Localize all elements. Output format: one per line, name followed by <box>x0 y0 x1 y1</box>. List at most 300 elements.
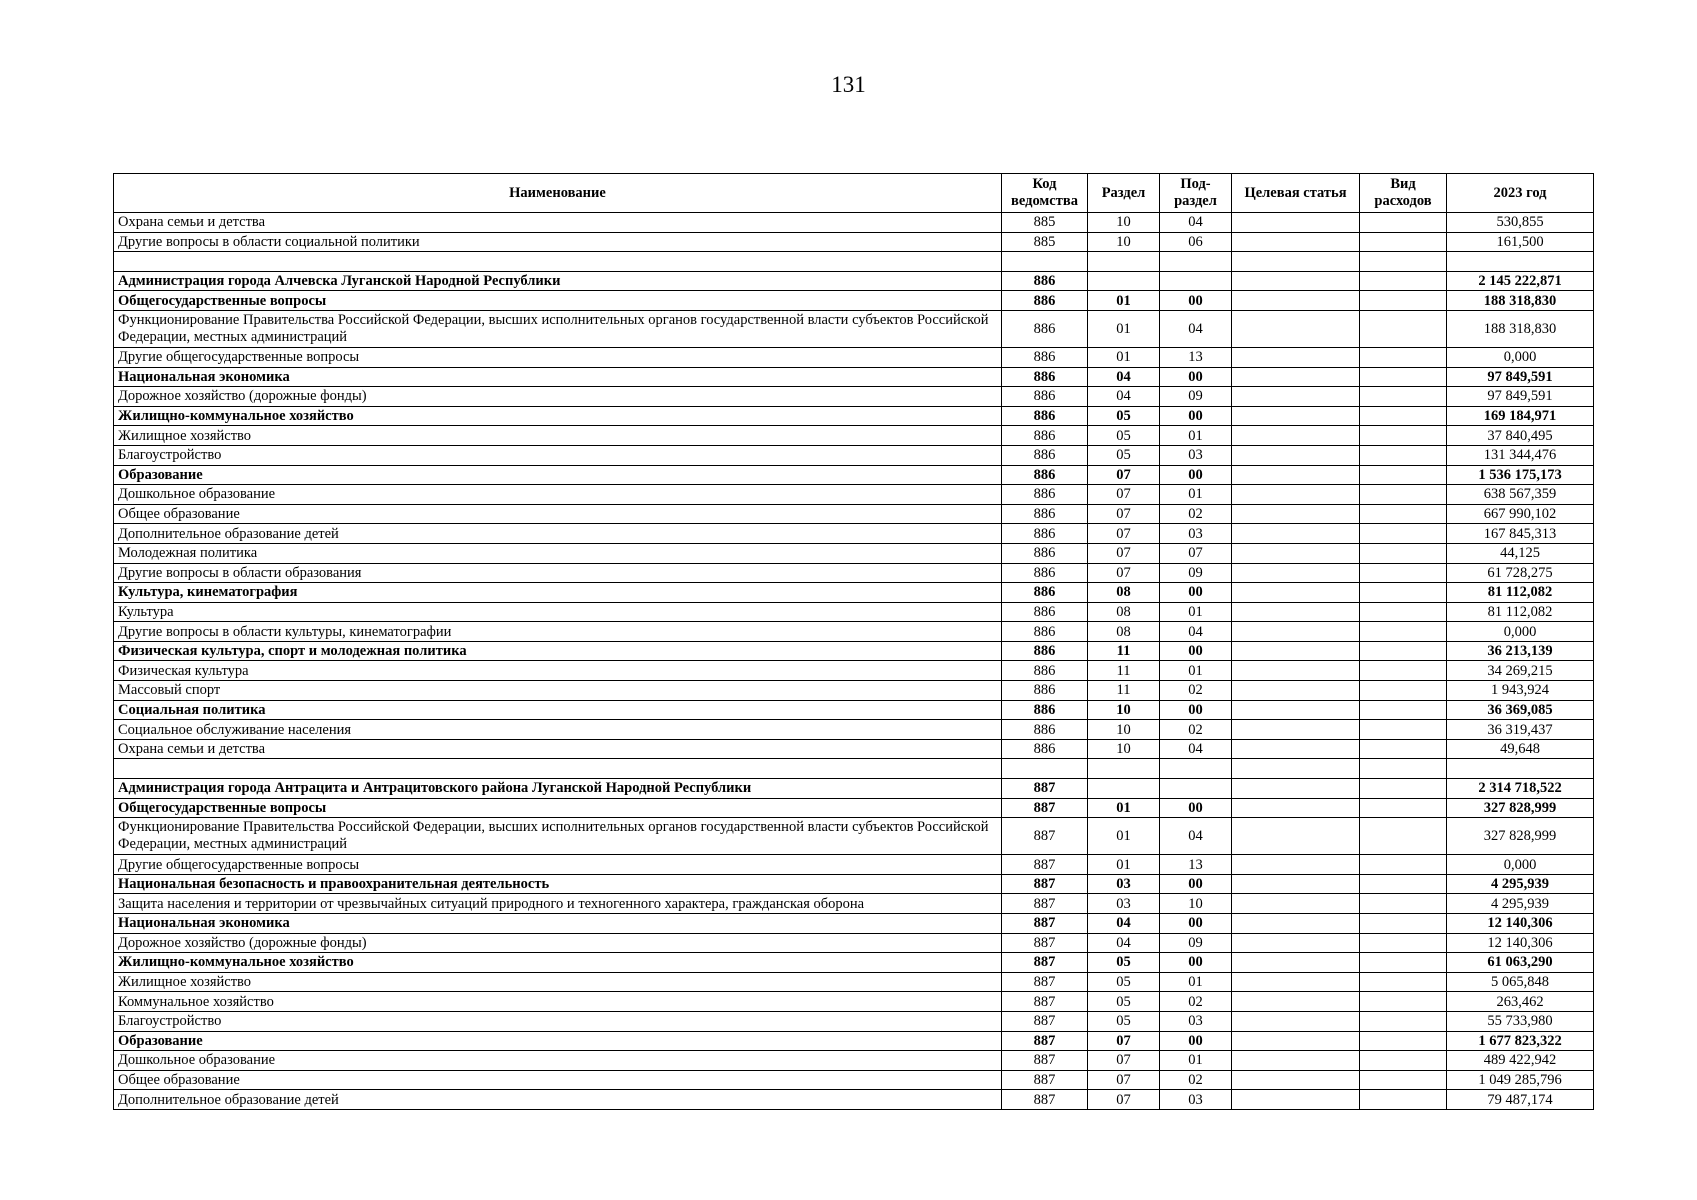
cell-name: Дорожное хозяйство (дорожные фонды) <box>114 933 1002 953</box>
cell-target <box>1232 798 1360 818</box>
cell-name: Общее образование <box>114 504 1002 524</box>
cell-subsection: 00 <box>1160 291 1232 311</box>
header-target: Целевая статья <box>1232 174 1360 213</box>
cell-type <box>1360 347 1447 367</box>
cell-code: 886 <box>1002 622 1088 642</box>
cell-target <box>1232 271 1360 291</box>
header-type: Вид расходов <box>1360 174 1447 213</box>
cell-subsection: 02 <box>1160 504 1232 524</box>
cell-section: 01 <box>1088 818 1160 855</box>
cell-amount: 4 295,939 <box>1447 894 1594 914</box>
cell-name: Другие вопросы в области социальной политики <box>114 232 1002 252</box>
cell-subsection: 02 <box>1160 992 1232 1012</box>
cell-name: Массовый спорт <box>114 681 1002 701</box>
cell-target <box>1232 1031 1360 1051</box>
cell-section: 07 <box>1088 563 1160 583</box>
cell-type <box>1360 367 1447 387</box>
table-row <box>114 1011 1594 1031</box>
cell-target <box>1232 720 1360 740</box>
cell-subsection: 04 <box>1160 622 1232 642</box>
cell-type <box>1360 524 1447 544</box>
cell-section: 11 <box>1088 641 1160 661</box>
cell-amount: 1 943,924 <box>1447 681 1594 701</box>
header-name: Наименование <box>114 174 1002 213</box>
cell-name: Функционирование Правительства Российской Федерации, высших исполнительных органов государственной власти субъектов Российской Федерации, местных администраций <box>114 310 1002 347</box>
cell-section: 05 <box>1088 426 1160 446</box>
cell-type <box>1360 563 1447 583</box>
cell-target <box>1232 779 1360 799</box>
cell-type <box>1360 465 1447 485</box>
table-row <box>114 855 1594 875</box>
cell-subsection: 00 <box>1160 798 1232 818</box>
cell-type <box>1360 798 1447 818</box>
table-row <box>114 1090 1594 1110</box>
cell-amount: 489 422,942 <box>1447 1051 1594 1071</box>
cell-type <box>1360 1051 1447 1071</box>
cell-amount: 1 536 175,173 <box>1447 465 1594 485</box>
cell-name: Администрация города Алчевска Луганской Народной Республики <box>114 271 1002 291</box>
cell-code: 886 <box>1002 445 1088 465</box>
cell-subsection: 00 <box>1160 406 1232 426</box>
cell-section: 07 <box>1088 524 1160 544</box>
cell-code: 886 <box>1002 465 1088 485</box>
cell-amount: 327 828,999 <box>1447 818 1594 855</box>
cell-code: 886 <box>1002 271 1088 291</box>
header-subsection: Под-раздел <box>1160 174 1232 213</box>
cell-type <box>1360 818 1447 855</box>
cell-subsection: 01 <box>1160 602 1232 622</box>
table-row <box>114 739 1594 759</box>
table-row <box>114 1051 1594 1071</box>
cell-amount: 36 213,139 <box>1447 641 1594 661</box>
cell-section: 08 <box>1088 622 1160 642</box>
cell-amount: 81 112,082 <box>1447 602 1594 622</box>
cell-type <box>1360 779 1447 799</box>
table-row <box>114 759 1594 779</box>
cell-name: Дошкольное образование <box>114 1051 1002 1071</box>
cell-amount: 0,000 <box>1447 622 1594 642</box>
cell-code: 887 <box>1002 1031 1088 1051</box>
cell-section: 01 <box>1088 347 1160 367</box>
cell-amount: 2 314 718,522 <box>1447 779 1594 799</box>
cell-type <box>1360 291 1447 311</box>
cell-subsection: 01 <box>1160 426 1232 446</box>
cell-amount: 5 065,848 <box>1447 972 1594 992</box>
cell-section: 07 <box>1088 1051 1160 1071</box>
cell-type <box>1360 1031 1447 1051</box>
cell-subsection: 00 <box>1160 641 1232 661</box>
cell-section <box>1088 271 1160 291</box>
cell-subsection: 03 <box>1160 524 1232 544</box>
table-row <box>114 602 1594 622</box>
table-row <box>114 583 1594 603</box>
cell-name: Образование <box>114 1031 1002 1051</box>
table-row <box>114 818 1594 855</box>
table-row <box>114 406 1594 426</box>
cell-section: 03 <box>1088 874 1160 894</box>
cell-code: 886 <box>1002 406 1088 426</box>
cell-name: Жилищно-коммунальное хозяйство <box>114 406 1002 426</box>
cell-target <box>1232 1011 1360 1031</box>
table-row <box>114 271 1594 291</box>
cell-name: Другие общегосударственные вопросы <box>114 855 1002 875</box>
cell-target <box>1232 992 1360 1012</box>
cell-target <box>1232 855 1360 875</box>
cell-target <box>1232 894 1360 914</box>
cell-name: Другие общегосударственные вопросы <box>114 347 1002 367</box>
cell-amount: 36 369,085 <box>1447 700 1594 720</box>
cell-code: 886 <box>1002 504 1088 524</box>
cell-code: 886 <box>1002 347 1088 367</box>
cell-name: Социальное обслуживание населения <box>114 720 1002 740</box>
cell-target <box>1232 465 1360 485</box>
cell-code: 887 <box>1002 953 1088 973</box>
cell-target <box>1232 874 1360 894</box>
cell-name: Общегосударственные вопросы <box>114 291 1002 311</box>
cell-subsection: 00 <box>1160 953 1232 973</box>
cell-name: Физическая культура, спорт и молодежная политика <box>114 641 1002 661</box>
table-row <box>114 387 1594 407</box>
cell-type <box>1360 583 1447 603</box>
cell-section: 05 <box>1088 1011 1160 1031</box>
cell-section: 01 <box>1088 291 1160 311</box>
cell-target <box>1232 367 1360 387</box>
cell-code: 887 <box>1002 1051 1088 1071</box>
cell-amount: 188 318,830 <box>1447 310 1594 347</box>
cell-subsection: 03 <box>1160 1011 1232 1031</box>
cell-section: 05 <box>1088 972 1160 992</box>
cell-code: 887 <box>1002 933 1088 953</box>
cell-amount: 97 849,591 <box>1447 387 1594 407</box>
cell-name: Жилищно-коммунальное хозяйство <box>114 953 1002 973</box>
cell-subsection: 09 <box>1160 933 1232 953</box>
cell-name: Дополнительное образование детей <box>114 524 1002 544</box>
cell-type <box>1360 213 1447 233</box>
cell-name <box>114 252 1002 272</box>
cell-subsection <box>1160 252 1232 272</box>
cell-subsection: 04 <box>1160 818 1232 855</box>
cell-target <box>1232 543 1360 563</box>
cell-type <box>1360 894 1447 914</box>
cell-target <box>1232 972 1360 992</box>
cell-section: 07 <box>1088 543 1160 563</box>
cell-type <box>1360 271 1447 291</box>
cell-code: 886 <box>1002 524 1088 544</box>
cell-type <box>1360 622 1447 642</box>
cell-subsection: 01 <box>1160 972 1232 992</box>
cell-type <box>1360 1070 1447 1090</box>
table-row <box>114 563 1594 583</box>
cell-section: 04 <box>1088 387 1160 407</box>
cell-amount: 44,125 <box>1447 543 1594 563</box>
table-row <box>114 347 1594 367</box>
cell-amount: 1 677 823,322 <box>1447 1031 1594 1051</box>
cell-amount: 61 728,275 <box>1447 563 1594 583</box>
cell-amount: 667 990,102 <box>1447 504 1594 524</box>
cell-target <box>1232 602 1360 622</box>
cell-type <box>1360 406 1447 426</box>
table-row <box>114 894 1594 914</box>
table-row <box>114 953 1594 973</box>
cell-amount <box>1447 252 1594 272</box>
cell-name: Физическая культура <box>114 661 1002 681</box>
table-row <box>114 543 1594 563</box>
cell-code: 886 <box>1002 310 1088 347</box>
cell-section <box>1088 252 1160 272</box>
cell-subsection: 01 <box>1160 485 1232 505</box>
cell-amount: 263,462 <box>1447 992 1594 1012</box>
cell-amount: 12 140,306 <box>1447 933 1594 953</box>
cell-code: 887 <box>1002 972 1088 992</box>
cell-code: 886 <box>1002 583 1088 603</box>
cell-section: 03 <box>1088 894 1160 914</box>
cell-code: 886 <box>1002 720 1088 740</box>
table-row <box>114 720 1594 740</box>
cell-target <box>1232 818 1360 855</box>
cell-target <box>1232 347 1360 367</box>
cell-name: Жилищное хозяйство <box>114 426 1002 446</box>
cell-subsection: 01 <box>1160 1051 1232 1071</box>
cell-amount: 49,648 <box>1447 739 1594 759</box>
cell-amount: 79 487,174 <box>1447 1090 1594 1110</box>
cell-amount: 97 849,591 <box>1447 367 1594 387</box>
cell-target <box>1232 485 1360 505</box>
cell-target <box>1232 641 1360 661</box>
table-row <box>114 700 1594 720</box>
cell-target <box>1232 739 1360 759</box>
cell-amount: 81 112,082 <box>1447 583 1594 603</box>
cell-code: 886 <box>1002 641 1088 661</box>
table-row <box>114 933 1594 953</box>
cell-subsection: 04 <box>1160 739 1232 759</box>
cell-section: 05 <box>1088 992 1160 1012</box>
cell-subsection: 04 <box>1160 310 1232 347</box>
table-row <box>114 445 1594 465</box>
cell-code: 887 <box>1002 914 1088 934</box>
cell-subsection <box>1160 271 1232 291</box>
cell-section: 11 <box>1088 681 1160 701</box>
cell-code: 885 <box>1002 232 1088 252</box>
budget-table <box>113 173 1594 1110</box>
cell-section: 04 <box>1088 367 1160 387</box>
cell-code: 887 <box>1002 779 1088 799</box>
cell-code: 887 <box>1002 1070 1088 1090</box>
cell-type <box>1360 700 1447 720</box>
cell-section: 07 <box>1088 1090 1160 1110</box>
cell-amount: 327 828,999 <box>1447 798 1594 818</box>
cell-section: 04 <box>1088 933 1160 953</box>
cell-code: 886 <box>1002 602 1088 622</box>
cell-code: 887 <box>1002 818 1088 855</box>
table-row <box>114 213 1594 233</box>
cell-type <box>1360 543 1447 563</box>
cell-subsection: 13 <box>1160 855 1232 875</box>
cell-code: 886 <box>1002 661 1088 681</box>
cell-type <box>1360 602 1447 622</box>
cell-section: 01 <box>1088 310 1160 347</box>
cell-code: 885 <box>1002 213 1088 233</box>
cell-section: 01 <box>1088 798 1160 818</box>
cell-target <box>1232 759 1360 779</box>
table-row <box>114 232 1594 252</box>
cell-target <box>1232 291 1360 311</box>
cell-section: 05 <box>1088 406 1160 426</box>
cell-section: 10 <box>1088 700 1160 720</box>
cell-subsection: 10 <box>1160 894 1232 914</box>
cell-code: 886 <box>1002 700 1088 720</box>
cell-subsection: 02 <box>1160 720 1232 740</box>
cell-subsection: 02 <box>1160 681 1232 701</box>
table-row <box>114 252 1594 272</box>
table-row <box>114 779 1594 799</box>
cell-section: 04 <box>1088 914 1160 934</box>
table-row <box>114 641 1594 661</box>
cell-subsection <box>1160 779 1232 799</box>
cell-amount: 2 145 222,871 <box>1447 271 1594 291</box>
cell-type <box>1360 759 1447 779</box>
cell-subsection: 04 <box>1160 213 1232 233</box>
cell-name: Охрана семьи и детства <box>114 739 1002 759</box>
cell-amount: 0,000 <box>1447 347 1594 367</box>
table-row <box>114 622 1594 642</box>
cell-section: 07 <box>1088 465 1160 485</box>
cell-code: 887 <box>1002 1090 1088 1110</box>
cell-subsection: 01 <box>1160 661 1232 681</box>
cell-amount: 530,855 <box>1447 213 1594 233</box>
cell-amount: 131 344,476 <box>1447 445 1594 465</box>
cell-type <box>1360 739 1447 759</box>
cell-code: 886 <box>1002 681 1088 701</box>
table-row <box>114 1031 1594 1051</box>
cell-section: 07 <box>1088 1031 1160 1051</box>
cell-subsection: 03 <box>1160 1090 1232 1110</box>
cell-amount: 161,500 <box>1447 232 1594 252</box>
cell-type <box>1360 310 1447 347</box>
table-row <box>114 367 1594 387</box>
cell-code: 887 <box>1002 874 1088 894</box>
cell-amount: 1 049 285,796 <box>1447 1070 1594 1090</box>
cell-amount: 4 295,939 <box>1447 874 1594 894</box>
cell-subsection: 00 <box>1160 1031 1232 1051</box>
cell-code: 886 <box>1002 426 1088 446</box>
cell-name <box>114 759 1002 779</box>
cell-section: 05 <box>1088 953 1160 973</box>
cell-subsection: 09 <box>1160 387 1232 407</box>
cell-name: Культура, кинематография <box>114 583 1002 603</box>
header-year: 2023 год <box>1447 174 1594 213</box>
cell-amount: 0,000 <box>1447 855 1594 875</box>
cell-code: 887 <box>1002 894 1088 914</box>
cell-section: 08 <box>1088 602 1160 622</box>
cell-amount: 34 269,215 <box>1447 661 1594 681</box>
cell-amount: 169 184,971 <box>1447 406 1594 426</box>
cell-name: Образование <box>114 465 1002 485</box>
cell-target <box>1232 700 1360 720</box>
cell-name: Дошкольное образование <box>114 485 1002 505</box>
cell-name: Дорожное хозяйство (дорожные фонды) <box>114 387 1002 407</box>
table-row <box>114 485 1594 505</box>
cell-section <box>1088 759 1160 779</box>
cell-type <box>1360 426 1447 446</box>
table-row <box>114 972 1594 992</box>
cell-amount <box>1447 759 1594 779</box>
cell-target <box>1232 1090 1360 1110</box>
cell-subsection: 02 <box>1160 1070 1232 1090</box>
cell-type <box>1360 720 1447 740</box>
cell-type <box>1360 445 1447 465</box>
cell-type <box>1360 252 1447 272</box>
cell-name: Функционирование Правительства Российской Федерации, высших исполнительных органов государственной власти субъектов Российской Федерации, местных администраций <box>114 818 1002 855</box>
cell-target <box>1232 583 1360 603</box>
cell-section: 01 <box>1088 855 1160 875</box>
cell-amount: 61 063,290 <box>1447 953 1594 973</box>
cell-name: Охрана семьи и детства <box>114 213 1002 233</box>
cell-type <box>1360 953 1447 973</box>
cell-section: 07 <box>1088 504 1160 524</box>
cell-type <box>1360 681 1447 701</box>
cell-code: 887 <box>1002 1011 1088 1031</box>
cell-target <box>1232 252 1360 272</box>
table-row <box>114 465 1594 485</box>
cell-code: 886 <box>1002 485 1088 505</box>
table-row <box>114 310 1594 347</box>
cell-amount: 55 733,980 <box>1447 1011 1594 1031</box>
cell-type <box>1360 387 1447 407</box>
cell-name: Администрация города Антрацита и Антрацитовского района Луганской Народной Республики <box>114 779 1002 799</box>
cell-section: 10 <box>1088 232 1160 252</box>
cell-amount: 37 840,495 <box>1447 426 1594 446</box>
cell-subsection: 00 <box>1160 914 1232 934</box>
cell-type <box>1360 855 1447 875</box>
cell-type <box>1360 485 1447 505</box>
cell-code: 886 <box>1002 367 1088 387</box>
cell-code: 886 <box>1002 739 1088 759</box>
cell-section: 07 <box>1088 485 1160 505</box>
table-row <box>114 1070 1594 1090</box>
cell-target <box>1232 933 1360 953</box>
table-header-row <box>114 174 1594 213</box>
cell-target <box>1232 661 1360 681</box>
cell-code: 886 <box>1002 563 1088 583</box>
table-row <box>114 914 1594 934</box>
cell-name: Другие вопросы в области культуры, кинематографии <box>114 622 1002 642</box>
cell-target <box>1232 953 1360 973</box>
cell-code <box>1002 252 1088 272</box>
cell-subsection: 00 <box>1160 465 1232 485</box>
table-row <box>114 504 1594 524</box>
cell-name: Защита населения и территории от чрезвычайных ситуаций природного и техногенного характера, гражданская оборона <box>114 894 1002 914</box>
cell-name: Общее образование <box>114 1070 1002 1090</box>
cell-section: 10 <box>1088 739 1160 759</box>
cell-code: 887 <box>1002 992 1088 1012</box>
table-row <box>114 798 1594 818</box>
page-number: 131 <box>831 72 866 97</box>
cell-type <box>1360 874 1447 894</box>
cell-name: Общегосударственные вопросы <box>114 798 1002 818</box>
cell-target <box>1232 387 1360 407</box>
cell-target <box>1232 524 1360 544</box>
cell-type <box>1360 1090 1447 1110</box>
cell-type <box>1360 914 1447 934</box>
cell-target <box>1232 406 1360 426</box>
cell-code: 886 <box>1002 543 1088 563</box>
cell-type <box>1360 1011 1447 1031</box>
cell-target <box>1232 504 1360 524</box>
cell-amount: 167 845,313 <box>1447 524 1594 544</box>
cell-target <box>1232 232 1360 252</box>
cell-target <box>1232 310 1360 347</box>
cell-target <box>1232 1070 1360 1090</box>
